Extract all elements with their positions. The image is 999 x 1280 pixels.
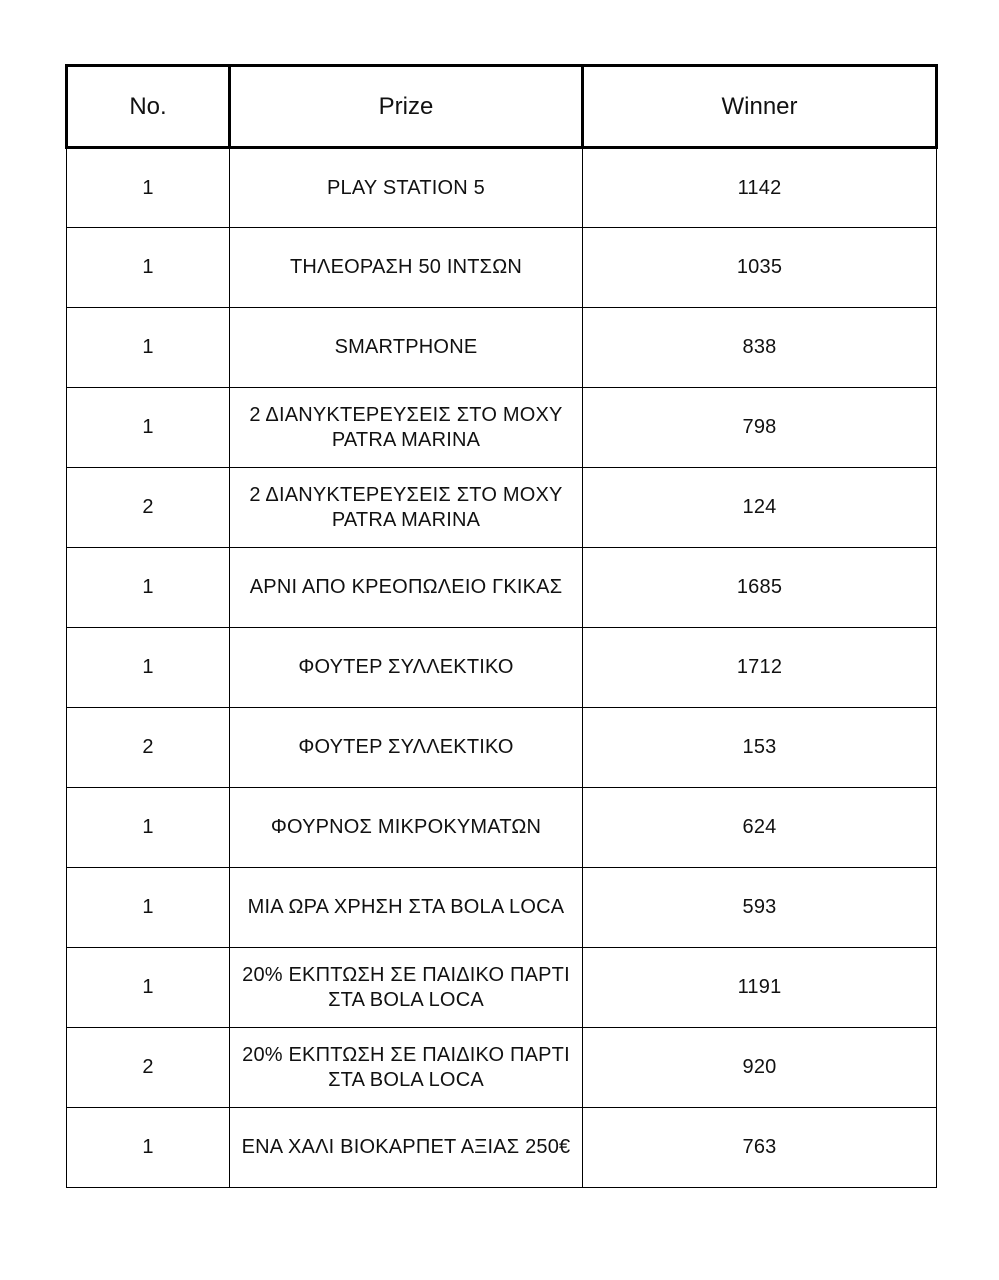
cell-no: 1 xyxy=(67,548,230,628)
cell-no: 1 xyxy=(67,948,230,1028)
cell-no: 1 xyxy=(67,868,230,948)
cell-no: 1 xyxy=(67,388,230,468)
header-winner: Winner xyxy=(583,66,937,148)
table-row xyxy=(67,708,937,788)
cell-no: 1 xyxy=(67,308,230,388)
cell-winner: 624 xyxy=(583,788,937,868)
cell-prize: 2 ΔΙΑΝΥΚΤΕΡΕΥΣΕΙΣ ΣΤΟ ΜΟΧΥ PATRA MARINA xyxy=(230,388,583,468)
cell-prize: 2 ΔΙΑΝΥΚΤΕΡΕΥΣΕΙΣ ΣΤΟ ΜΟΧΥ PATRA MARINA xyxy=(230,468,583,548)
prize-winners-table xyxy=(65,64,938,1188)
cell-winner: 153 xyxy=(583,708,937,788)
table-row xyxy=(67,308,937,388)
cell-prize: ΦΟΥΤΕΡ ΣΥΛΛΕΚΤΙΚΟ xyxy=(230,708,583,788)
cell-no: 2 xyxy=(67,1028,230,1108)
cell-no: 1 xyxy=(67,1108,230,1188)
table-header xyxy=(67,66,937,148)
header-prize: Prize xyxy=(230,66,583,148)
header-row xyxy=(67,66,937,148)
cell-prize: ΦΟΥΡΝΟΣ ΜΙΚΡΟΚΥΜΑΤΩΝ xyxy=(230,788,583,868)
cell-no: 1 xyxy=(67,228,230,308)
table-row xyxy=(67,228,937,308)
table-row xyxy=(67,868,937,948)
cell-winner: 838 xyxy=(583,308,937,388)
cell-no: 1 xyxy=(67,628,230,708)
cell-winner: 920 xyxy=(583,1028,937,1108)
table-row xyxy=(67,628,937,708)
cell-no: 2 xyxy=(67,468,230,548)
cell-winner: 1142 xyxy=(583,148,937,228)
table-row xyxy=(67,1108,937,1188)
cell-prize: SMARTPHONE xyxy=(230,308,583,388)
cell-winner: 1035 xyxy=(583,228,937,308)
cell-winner: 1191 xyxy=(583,948,937,1028)
cell-prize: ΜΙΑ ΩΡΑ ΧΡΗΣΗ ΣΤΑ BOLA LOCA xyxy=(230,868,583,948)
cell-prize: ΦΟΥΤΕΡ ΣΥΛΛΕΚΤΙΚΟ xyxy=(230,628,583,708)
cell-no: 2 xyxy=(67,708,230,788)
table-row xyxy=(67,148,937,228)
cell-prize: ΕΝΑ ΧΑΛΙ ΒΙΟΚΑΡΠΕΤ ΑΞΙΑΣ 250€ xyxy=(230,1108,583,1188)
table-row xyxy=(67,788,937,868)
cell-winner: 798 xyxy=(583,388,937,468)
table-row xyxy=(67,468,937,548)
table-row xyxy=(67,388,937,468)
cell-winner: 1712 xyxy=(583,628,937,708)
cell-winner: 763 xyxy=(583,1108,937,1188)
cell-no: 1 xyxy=(67,148,230,228)
cell-prize: 20% ΕΚΠΤΩΣΗ ΣΕ ΠΑΙΔΙΚΟ ΠΑΡΤΙ ΣΤΑ BOLA LOCA xyxy=(230,1028,583,1108)
table-body xyxy=(67,148,937,1188)
header-no: No. xyxy=(67,66,230,148)
cell-no: 1 xyxy=(67,788,230,868)
table-row xyxy=(67,948,937,1028)
cell-winner: 1685 xyxy=(583,548,937,628)
cell-prize: ΤΗΛΕΟΡΑΣΗ 50 ΙΝΤΣΩΝ xyxy=(230,228,583,308)
table-row xyxy=(67,1028,937,1108)
cell-prize: ΑΡΝΙ ΑΠΟ ΚΡΕΟΠΩΛΕΙΟ ΓΚΙΚΑΣ xyxy=(230,548,583,628)
cell-prize: PLAY STATION 5 xyxy=(230,148,583,228)
cell-prize: 20% ΕΚΠΤΩΣΗ ΣΕ ΠΑΙΔΙΚΟ ΠΑΡΤΙ ΣΤΑ BOLA LOCA xyxy=(230,948,583,1028)
table-row xyxy=(67,548,937,628)
cell-winner: 124 xyxy=(583,468,937,548)
cell-winner: 593 xyxy=(583,868,937,948)
